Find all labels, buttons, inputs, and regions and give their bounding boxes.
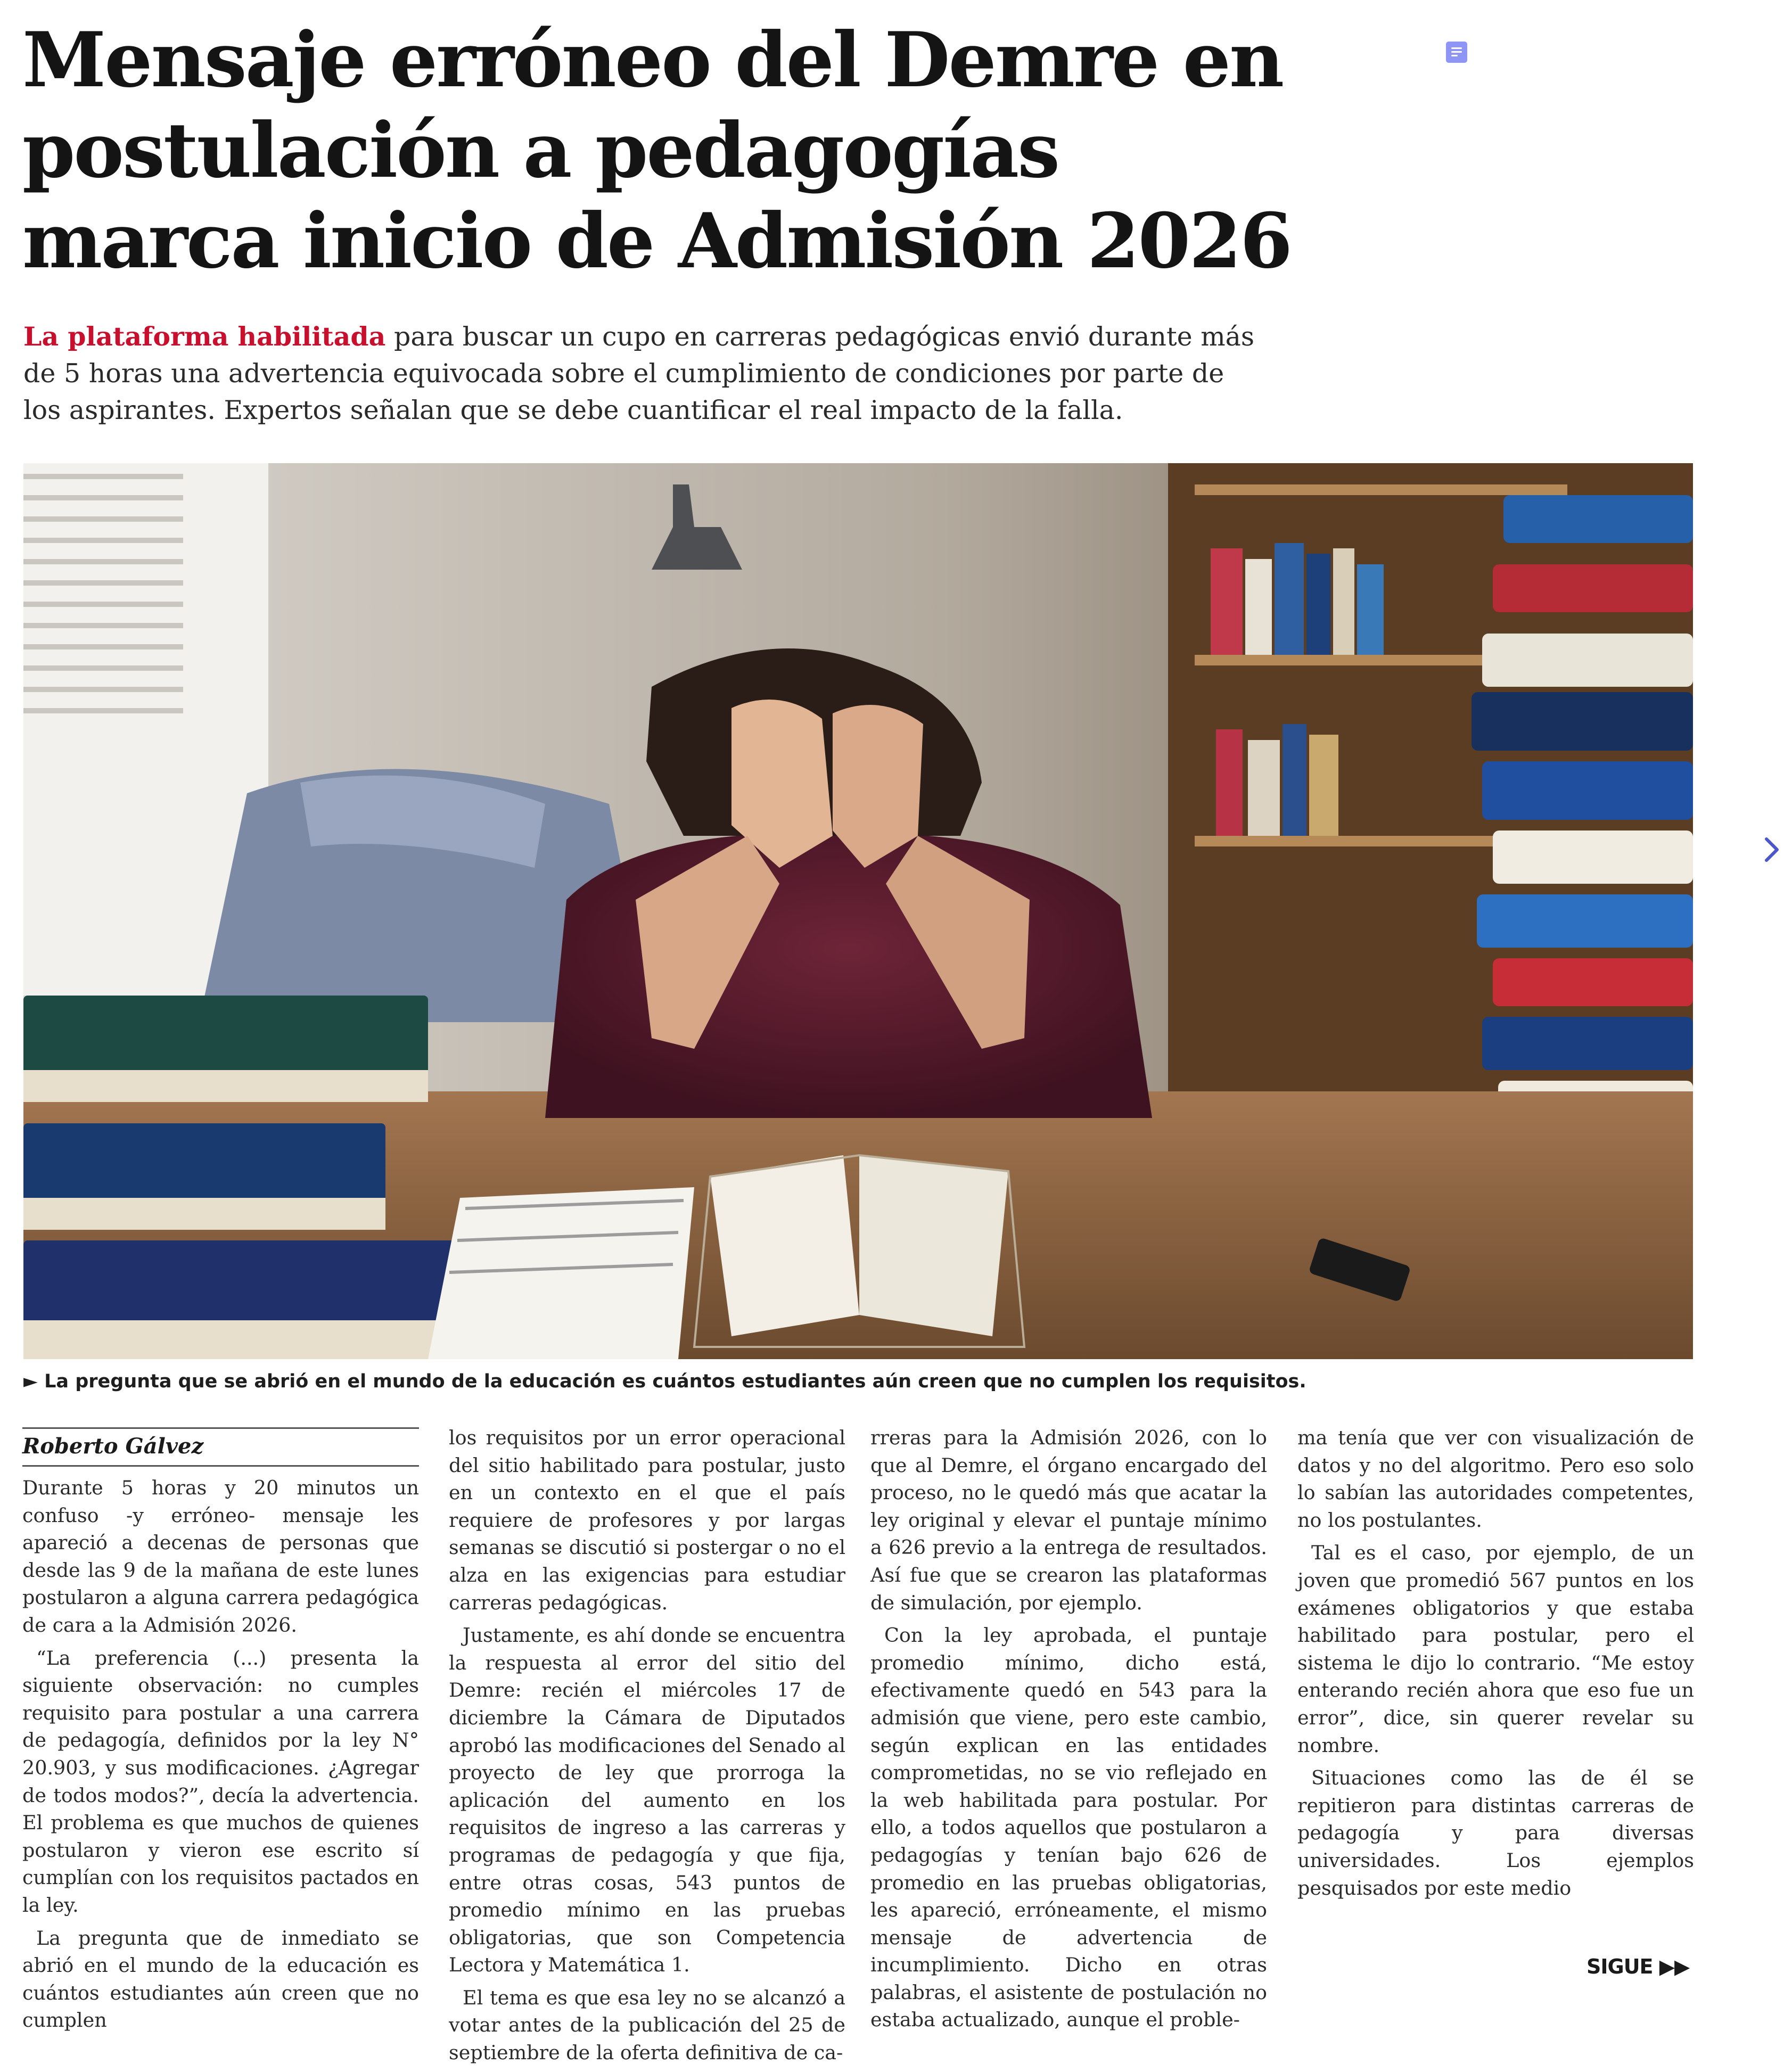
deck-text: para buscar un cupo en carreras pedagógicas envió durante más de 5 horas una advertencia equivocada sobre el cumplimiento de condiciones por parte de los aspirantes. Expertos señalan que se debe cuantificar el real impacto de la falla. xyxy=(23,322,1255,425)
paragraph: Justamente, es ahí donde se encuentra la respuesta al error del sitio del Demre: recién el miércoles 17 de diciembre la Cámara de Diputados aprobó las modificaciones del Senado al proyecto de ley que prorroga la aplicación del aumento en los requisitos de ingreso a las carreras y programas de pedagogía y que fija, entre otras cosas, 543 puntos de promedio mínimo en las pruebas obligatorias, que son Competencia Lectora y Matemática 1. xyxy=(449,1624,845,1977)
paragraph: La pregunta que de inmediato se abrió en el mundo de la educación es cuántos estudiantes aún creen que no cumplen xyxy=(22,1926,419,2032)
deck xyxy=(23,318,1264,429)
continues-label: SIGUE ▶▶ xyxy=(1587,1955,1690,1978)
column-2 xyxy=(449,1424,845,2072)
column-4 xyxy=(1297,1424,1694,1907)
deck-lead: La plataforma habilitada xyxy=(23,321,386,352)
chevron-right-icon[interactable] xyxy=(1760,834,1783,866)
photo-caption xyxy=(23,1368,1693,1395)
column-1 xyxy=(22,1424,419,2040)
paragraph: Tal es el caso, por ejemplo, de un joven que promedió 567 puntos en los exámenes obligatorios y que estaba habilitado para postular, pero el sistema le dijo lo contrario. “Me estoy enterando recién ahora que eso fue un error”, dice, sin querer revelar su nombre. xyxy=(1297,1541,1694,1757)
article-photo xyxy=(23,463,1693,1359)
paragraph: ma tenía que ver con visualización de datos y no del algoritmo. Pero eso solo lo sabían las autoridades competentes, no los postulantes. xyxy=(1297,1426,1694,1532)
paragraph: Durante 5 horas y 20 minutos un confuso -y erróneo- mensaje les apareció a decenas de personas que desde las 9 de la mañana de este lunes postularon a alguna carrera pedagógica de cara a la Admisión 2026. xyxy=(22,1476,419,1637)
paragraph: El tema es que esa ley no se alcanzó a votar antes de la publicación del 25 de septiembre de la oferta definitiva de ca- xyxy=(449,1986,845,2065)
caption-marker-icon: ► xyxy=(23,1371,38,1392)
paragraph: rreras para la Admisión 2026, con lo que al Demre, el órgano encargado del proceso, no le quedó más que acatar la ley original y elevar el puntaje mínimo a 626 previo a la entrega de resultados. Así fue que se crearon las plataformas de simulación, por ejemplo. xyxy=(870,1426,1267,1614)
paragraph: los requisitos por un error operacional del sitio habilitado para postular, justo en un contexto en el que el país requiere de profesores y por largas semanas se discutió si postergar o no el alza en las exigencias para estudiar carreras pedagógicas. xyxy=(449,1426,845,1614)
headline: Mensaje erróneo del Demre en postulación a pedagogías marca inicio de Admisión 2026 xyxy=(22,16,1291,285)
paragraph: “La preferencia (...) presenta la siguiente observación: no cumples requisito para postular a una carrera de pedagogía, definidos por la ley N° 20.903, y sus modificaciones. ¿Agregar de todos modos?”, decía la advertencia. El problema es que muchos de quienes postularon y vieron ese escrito sí cumplían con los requisitos pactados en la ley. xyxy=(22,1646,419,1917)
paragraph: Situaciones como las de él se repitieron para distintas carreras de pedagogía y para diversas universidades. Los ejemplos pesquisados por este medio xyxy=(1297,1766,1694,1900)
caption-text: La pregunta que se abrió en el mundo de la educación es cuántos estudiantes aún creen que no cumplen los requisitos. xyxy=(37,1371,1306,1392)
byline: Roberto Gálvez xyxy=(22,1427,419,1467)
column-3 xyxy=(870,1424,1267,2039)
paragraph: Con la ley aprobada, el puntaje promedio mínimo, dicho está, efectivamente quedó en 543 para la admisión que viene, pero este cambio, según explican en las entidades comprometidas, no se vio reflejado en la web habilitada para postular. Por ello, a todos aquellos que postularon a pedagogías y tenían bajo 626 de promedio en las pruebas obligatorias, les apareció, erróneamente, el mismo mensaje de advertencia de incumplimiento. Dicho en otras palabras, el asistente de postulación no estaba actualizado, aunque el proble- xyxy=(870,1624,1267,2032)
note-icon[interactable] xyxy=(1446,42,1467,63)
